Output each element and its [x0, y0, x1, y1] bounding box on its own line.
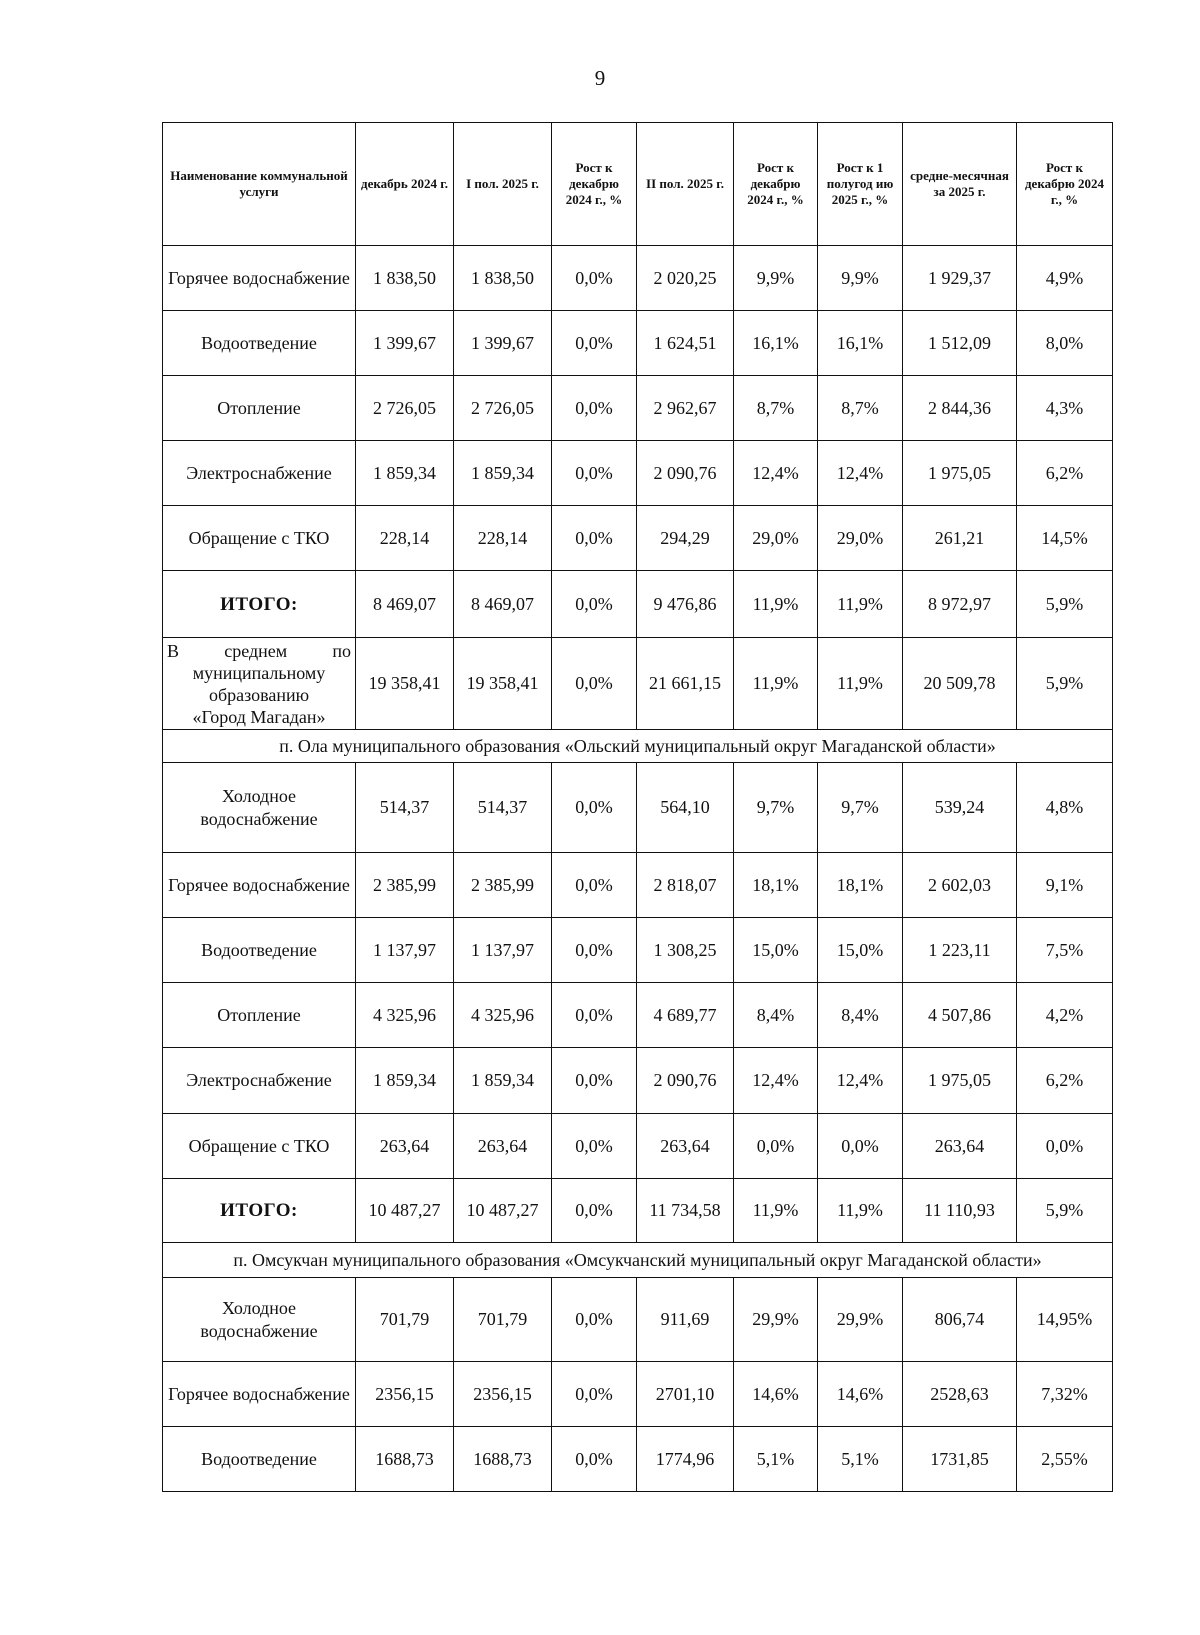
cell-growth-h1: 8,7% — [818, 376, 903, 441]
cell-growth-dec-2: 12,4% — [734, 441, 818, 506]
service-name: Отопление — [163, 983, 356, 1048]
cell-dec-2024: 19 358,41 — [356, 638, 454, 730]
cell-h1-2025: 1 859,34 — [454, 441, 552, 506]
cell-monthly-avg: 2 844,36 — [903, 376, 1017, 441]
section-title-omsukchan: п. Омсукчан муниципального образования «Омсукчанский муниципальный округ Магаданской области» — [163, 1243, 1113, 1278]
table-row — [163, 376, 1113, 441]
cell-h2-2025: 294,29 — [637, 506, 734, 571]
cell-h1-2025: 10 487,27 — [454, 1179, 552, 1243]
service-name: Водоотведение — [163, 311, 356, 376]
cell-h2-2025: 1774,96 — [637, 1427, 734, 1492]
service-name: Электроснабжение — [163, 1048, 356, 1114]
cell-dec-2024: 228,14 — [356, 506, 454, 571]
section-row — [163, 1243, 1113, 1278]
cell-growth-dec-3: 5,9% — [1017, 638, 1113, 730]
table-row — [163, 918, 1113, 983]
cell-growth-h1: 18,1% — [818, 853, 903, 918]
cell-dec-2024: 263,64 — [356, 1114, 454, 1179]
cell-h2-2025: 2 962,67 — [637, 376, 734, 441]
cell-h1-2025: 4 325,96 — [454, 983, 552, 1048]
cell-growth-dec-2: 9,7% — [734, 763, 818, 853]
cell-growth-dec-2: 8,7% — [734, 376, 818, 441]
average-label-line: муниципальному — [192, 662, 326, 683]
header-row — [163, 123, 1113, 246]
cell-dec-2024: 2356,15 — [356, 1362, 454, 1427]
cell-growth-dec-3: 5,9% — [1017, 1179, 1113, 1243]
service-name: Холодное водоснабжение — [163, 763, 356, 853]
table-row — [163, 311, 1113, 376]
cell-growth-dec-3: 9,1% — [1017, 853, 1113, 918]
cell-growth-dec-1: 0,0% — [552, 441, 637, 506]
cell-growth-dec-1: 0,0% — [552, 853, 637, 918]
cell-growth-dec-1: 0,0% — [552, 246, 637, 311]
cell-h2-2025: 2701,10 — [637, 1362, 734, 1427]
table-row — [163, 246, 1113, 311]
service-name: Горячее водоснабжение — [163, 246, 356, 311]
cell-dec-2024: 4 325,96 — [356, 983, 454, 1048]
header-service-name: Наименование коммунальной услуги — [163, 123, 356, 246]
cell-monthly-avg: 261,21 — [903, 506, 1017, 571]
cell-growth-dec-3: 8,0% — [1017, 311, 1113, 376]
cell-h1-2025: 701,79 — [454, 1278, 552, 1362]
cell-growth-h1: 5,1% — [818, 1427, 903, 1492]
cell-monthly-avg: 1 223,11 — [903, 918, 1017, 983]
service-name: Водоотведение — [163, 918, 356, 983]
cell-growth-h1: 9,9% — [818, 246, 903, 311]
cell-monthly-avg: 1 975,05 — [903, 441, 1017, 506]
cell-growth-dec-3: 4,2% — [1017, 983, 1113, 1048]
cell-growth-dec-3: 4,3% — [1017, 376, 1113, 441]
cell-growth-dec-2: 11,9% — [734, 1179, 818, 1243]
cell-growth-dec-2: 29,0% — [734, 506, 818, 571]
header-growth-dec-1: Рост к декабрю 2024 г., % — [552, 123, 637, 246]
average-label-line: «Город Магадан» — [192, 706, 326, 727]
cell-growth-h1: 16,1% — [818, 311, 903, 376]
cell-h1-2025: 1 399,67 — [454, 311, 552, 376]
average-label-line: В среднем по — [167, 640, 351, 661]
cell-growth-dec-2: 0,0% — [734, 1114, 818, 1179]
cell-monthly-avg: 1731,85 — [903, 1427, 1017, 1492]
cell-h1-2025: 1 137,97 — [454, 918, 552, 983]
cell-growth-h1: 12,4% — [818, 441, 903, 506]
cell-h1-2025: 263,64 — [454, 1114, 552, 1179]
cell-growth-dec-3: 0,0% — [1017, 1114, 1113, 1179]
cell-growth-dec-1: 0,0% — [552, 311, 637, 376]
cell-dec-2024: 2 726,05 — [356, 376, 454, 441]
cell-growth-dec-1: 0,0% — [552, 1179, 637, 1243]
cell-growth-dec-3: 2,55% — [1017, 1427, 1113, 1492]
average-label — [163, 638, 356, 730]
cell-dec-2024: 8 469,07 — [356, 571, 454, 638]
cell-growth-dec-2: 12,4% — [734, 1048, 818, 1114]
cell-growth-dec-2: 8,4% — [734, 983, 818, 1048]
cell-h2-2025: 21 661,15 — [637, 638, 734, 730]
cell-growth-h1: 11,9% — [818, 1179, 903, 1243]
cell-growth-h1: 14,6% — [818, 1362, 903, 1427]
cell-growth-h1: 15,0% — [818, 918, 903, 983]
cell-h2-2025: 2 090,76 — [637, 441, 734, 506]
section-title-ola: п. Ола муниципального образования «Ольский муниципальный округ Магаданской области» — [163, 730, 1113, 763]
cell-growth-dec-1: 0,0% — [552, 1362, 637, 1427]
cell-monthly-avg: 263,64 — [903, 1114, 1017, 1179]
cell-growth-dec-2: 14,6% — [734, 1362, 818, 1427]
table-row — [163, 1427, 1113, 1492]
average-label-line: образованию — [208, 684, 310, 705]
cell-growth-dec-1: 0,0% — [552, 638, 637, 730]
cell-growth-dec-1: 0,0% — [552, 1278, 637, 1362]
cell-dec-2024: 701,79 — [356, 1278, 454, 1362]
header-growth-dec-2: Рост к декабрю 2024 г., % — [734, 123, 818, 246]
cell-monthly-avg: 11 110,93 — [903, 1179, 1017, 1243]
cell-dec-2024: 1 859,34 — [356, 441, 454, 506]
table-row — [163, 1048, 1113, 1114]
cell-monthly-avg: 20 509,78 — [903, 638, 1017, 730]
cell-h1-2025: 2 726,05 — [454, 376, 552, 441]
cell-growth-dec-2: 11,9% — [734, 638, 818, 730]
table-row — [163, 1278, 1113, 1362]
cell-dec-2024: 10 487,27 — [356, 1179, 454, 1243]
header-growth-dec-3: Рост к декабрю 2024 г., % — [1017, 123, 1113, 246]
header-h1-2025: I пол. 2025 г. — [454, 123, 552, 246]
section-row — [163, 730, 1113, 763]
cell-dec-2024: 514,37 — [356, 763, 454, 853]
cell-dec-2024: 1 399,67 — [356, 311, 454, 376]
cell-dec-2024: 1688,73 — [356, 1427, 454, 1492]
cell-dec-2024: 1 859,34 — [356, 1048, 454, 1114]
cell-monthly-avg: 2 602,03 — [903, 853, 1017, 918]
cell-growth-h1: 12,4% — [818, 1048, 903, 1114]
cell-h1-2025: 8 469,07 — [454, 571, 552, 638]
average-row — [163, 638, 1113, 730]
page-number: 9 — [594, 66, 606, 90]
header-monthly-avg: средне-месячная за 2025 г. — [903, 123, 1017, 246]
cell-growth-dec-3: 14,95% — [1017, 1278, 1113, 1362]
cell-growth-h1: 0,0% — [818, 1114, 903, 1179]
cell-growth-dec-3: 4,9% — [1017, 246, 1113, 311]
service-name: Горячее водоснабжение — [163, 1362, 356, 1427]
cell-growth-dec-1: 0,0% — [552, 571, 637, 638]
table-row — [163, 853, 1113, 918]
cell-h2-2025: 9 476,86 — [637, 571, 734, 638]
cell-growth-dec-3: 4,8% — [1017, 763, 1113, 853]
cell-growth-dec-3: 5,9% — [1017, 571, 1113, 638]
cell-growth-dec-2: 18,1% — [734, 853, 818, 918]
cell-h1-2025: 2 385,99 — [454, 853, 552, 918]
cell-h1-2025: 1688,73 — [454, 1427, 552, 1492]
cell-h2-2025: 4 689,77 — [637, 983, 734, 1048]
table-row — [163, 983, 1113, 1048]
cell-growth-dec-2: 11,9% — [734, 571, 818, 638]
header-dec-2024: декабрь 2024 г. — [356, 123, 454, 246]
tariff-table — [162, 122, 1113, 1492]
service-name: Горячее водоснабжение — [163, 853, 356, 918]
service-name: Холодное водоснабжение — [163, 1278, 356, 1362]
cell-h1-2025: 2356,15 — [454, 1362, 552, 1427]
cell-growth-dec-3: 6,2% — [1017, 441, 1113, 506]
cell-growth-h1: 9,7% — [818, 763, 903, 853]
cell-h1-2025: 1 838,50 — [454, 246, 552, 311]
cell-monthly-avg: 4 507,86 — [903, 983, 1017, 1048]
cell-h2-2025: 11 734,58 — [637, 1179, 734, 1243]
cell-growth-dec-3: 7,32% — [1017, 1362, 1113, 1427]
cell-growth-dec-2: 29,9% — [734, 1278, 818, 1362]
cell-h2-2025: 1 308,25 — [637, 918, 734, 983]
cell-growth-dec-3: 14,5% — [1017, 506, 1113, 571]
table-row — [163, 441, 1113, 506]
cell-growth-h1: 29,0% — [818, 506, 903, 571]
cell-growth-dec-2: 9,9% — [734, 246, 818, 311]
cell-growth-dec-2: 5,1% — [734, 1427, 818, 1492]
cell-h2-2025: 2 020,25 — [637, 246, 734, 311]
cell-h2-2025: 2 090,76 — [637, 1048, 734, 1114]
header-h2-2025: II пол. 2025 г. — [637, 123, 734, 246]
cell-growth-dec-1: 0,0% — [552, 376, 637, 441]
cell-monthly-avg: 806,74 — [903, 1278, 1017, 1362]
table-row — [163, 1362, 1113, 1427]
cell-h2-2025: 1 624,51 — [637, 311, 734, 376]
service-name: Электроснабжение — [163, 441, 356, 506]
service-name: Обращение с ТКО — [163, 506, 356, 571]
cell-monthly-avg: 1 512,09 — [903, 311, 1017, 376]
cell-growth-dec-1: 0,0% — [552, 1114, 637, 1179]
table-row — [163, 506, 1113, 571]
cell-h1-2025: 514,37 — [454, 763, 552, 853]
cell-growth-dec-2: 15,0% — [734, 918, 818, 983]
cell-h2-2025: 564,10 — [637, 763, 734, 853]
total-label: ИТОГО: — [163, 1179, 356, 1243]
cell-growth-dec-1: 0,0% — [552, 1048, 637, 1114]
cell-monthly-avg: 8 972,97 — [903, 571, 1017, 638]
cell-growth-dec-3: 6,2% — [1017, 1048, 1113, 1114]
service-name: Водоотведение — [163, 1427, 356, 1492]
cell-growth-h1: 11,9% — [818, 638, 903, 730]
total-label: ИТОГО: — [163, 571, 356, 638]
cell-growth-h1: 8,4% — [818, 983, 903, 1048]
cell-monthly-avg: 1 929,37 — [903, 246, 1017, 311]
total-row — [163, 571, 1113, 638]
cell-h2-2025: 2 818,07 — [637, 853, 734, 918]
service-name: Обращение с ТКО — [163, 1114, 356, 1179]
cell-dec-2024: 1 137,97 — [356, 918, 454, 983]
header-growth-h1: Рост к 1 полугод ию 2025 г., % — [818, 123, 903, 246]
table-row — [163, 763, 1113, 853]
cell-h2-2025: 263,64 — [637, 1114, 734, 1179]
cell-growth-dec-1: 0,0% — [552, 918, 637, 983]
cell-growth-dec-3: 7,5% — [1017, 918, 1113, 983]
cell-monthly-avg: 2528,63 — [903, 1362, 1017, 1427]
cell-h1-2025: 228,14 — [454, 506, 552, 571]
cell-growth-dec-1: 0,0% — [552, 506, 637, 571]
table-row — [163, 1114, 1113, 1179]
cell-growth-dec-2: 16,1% — [734, 311, 818, 376]
cell-h1-2025: 19 358,41 — [454, 638, 552, 730]
cell-h2-2025: 911,69 — [637, 1278, 734, 1362]
cell-growth-h1: 29,9% — [818, 1278, 903, 1362]
cell-growth-h1: 11,9% — [818, 571, 903, 638]
cell-growth-dec-1: 0,0% — [552, 983, 637, 1048]
cell-growth-dec-1: 0,0% — [552, 1427, 637, 1492]
cell-dec-2024: 2 385,99 — [356, 853, 454, 918]
cell-dec-2024: 1 838,50 — [356, 246, 454, 311]
total-row — [163, 1179, 1113, 1243]
cell-growth-dec-1: 0,0% — [552, 763, 637, 853]
cell-monthly-avg: 1 975,05 — [903, 1048, 1017, 1114]
service-name: Отопление — [163, 376, 356, 441]
cell-h1-2025: 1 859,34 — [454, 1048, 552, 1114]
cell-monthly-avg: 539,24 — [903, 763, 1017, 853]
